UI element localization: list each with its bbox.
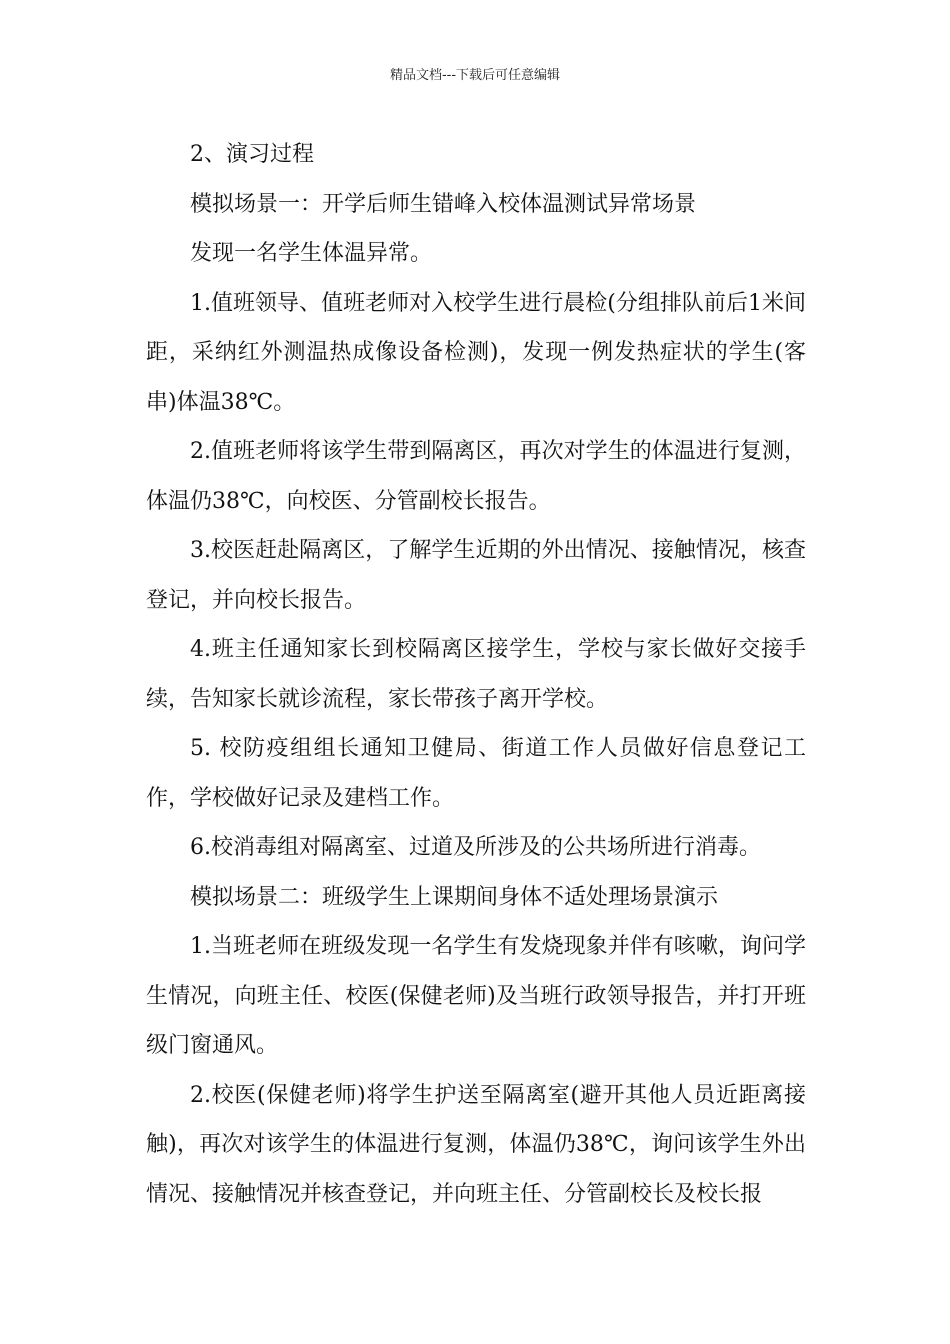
scenario-two-title: 模拟场景二：班级学生上课期间身体不适处理场景演示 [190,884,719,910]
scenario-one-title: 模拟场景一：开学后师生错峰入校体温测试异常场景 [190,191,697,217]
section-heading: 2、演习过程 [190,142,314,167]
paragraph: 6.校消毒组对隔离室、过道及所涉及的公共场所进行消毒。 [190,835,761,860]
paragraph: 发现一名学生体温异常。 [190,241,433,266]
document-body [146,130,806,1219]
page-header: 精品文档---下载后可任意编辑 [389,68,561,83]
paragraph: 1.值班领导、值班老师对入校学生进行晨检(分组排队前后1米间距，采纳红外测温热成像设备检测)，发现一例发热症状的学生(客串)体温38℃。 [146,290,806,415]
paragraph: 2.校医(保健老师)将学生护送至隔离室(避开其他人员近距离接触)，再次对该学生的体温进行复测，体温仍38℃，询问该学生外出情况、接触情况并核查登记，并向班主任、分管副校长及校长报 [146,1082,806,1207]
paragraph: 4.班主任通知家长到校隔离区接学生，学校与家长做好交接手续，告知家长就诊流程，家长带孩子离开学校。 [146,637,806,712]
paragraph: 5. 校防疫组组长通知卫健局、街道工作人员做好信息登记工作，学校做好记录及建档工作。 [146,736,806,811]
paragraph: 1.当班老师在班级发现一名学生有发烧现象并伴有咳嗽，询问学生情况，向班主任、校医(保健老师)及当班行政领导报告，并打开班级门窗通风。 [146,934,806,1058]
paragraph: 3.校医赶赴隔离区，了解学生近期的外出情况、接触情况，核查登记，并向校长报告。 [146,538,806,613]
paragraph: 2.值班老师将该学生带到隔离区，再次对学生的体温进行复测，体温仍38℃，向校医、分管副校长报告。 [146,439,806,514]
